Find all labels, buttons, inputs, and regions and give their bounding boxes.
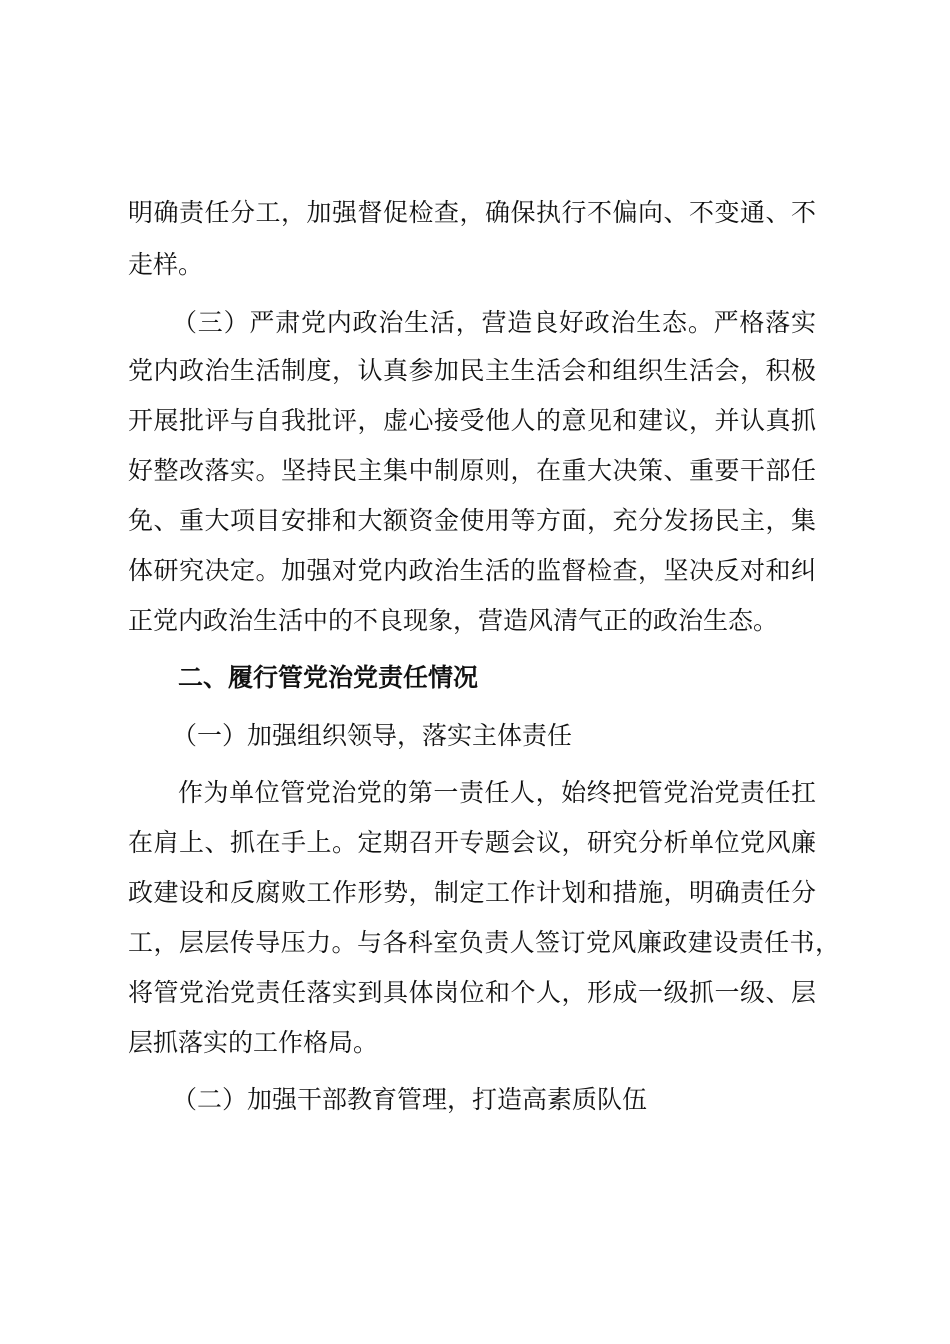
paragraph-line: 免、重大项目安排和大额资金使用等方面，充分发扬民主，集 [128, 506, 816, 535]
paragraph-line: 作为单位管党治党的第一责任人，始终把管党治党责任扛 [178, 778, 816, 807]
paragraph-line: 政建设和反腐败工作形势，制定工作计划和措施，明确责任分 [128, 878, 816, 907]
paragraph-line: 走样。 [128, 250, 204, 279]
paragraph-line: 在肩上、抓在手上。定期召开专题会议，研究分析单位党风廉 [128, 828, 816, 857]
paragraph-line: 开展批评与自我批评，虚心接受他人的意见和建议，并认真抓 [128, 406, 816, 435]
subsection-heading-2: （二）加强干部教育管理，打造高素质队伍 [172, 1085, 648, 1114]
paragraph-line: 体研究决定。加强对党内政治生活的监督检查，坚决反对和纠 [128, 556, 816, 585]
paragraph-line: 正党内政治生活中的不良现象，营造风清气正的政治生态。 [128, 606, 779, 635]
paragraph-line: 将管党治党责任落实到具体岗位和个人，形成一级抓一级、层 [128, 978, 816, 1007]
chapter-heading: 二、履行管党治党责任情况 [178, 663, 479, 692]
paragraph-line: 工，层层传导压力。与各科室负责人签订党风廉政建设责任书， [128, 928, 840, 957]
paragraph-line: 明确责任分工，加强督促检查，确保执行不偏向、不变通、不 [128, 198, 816, 227]
subsection-heading-1: （一）加强组织领导，落实主体责任 [172, 721, 573, 750]
paragraph-line: 好整改落实。坚持民主集中制原则，在重大决策、重要干部任 [128, 456, 816, 485]
paragraph-line: 层抓落实的工作格局。 [128, 1028, 379, 1057]
paragraph-line: 党内政治生活制度，认真参加民主生活会和组织生活会，积极 [128, 356, 816, 385]
section-heading-3: （三）严肃党内政治生活，营造良好政治生态。严格落实 [172, 308, 816, 337]
